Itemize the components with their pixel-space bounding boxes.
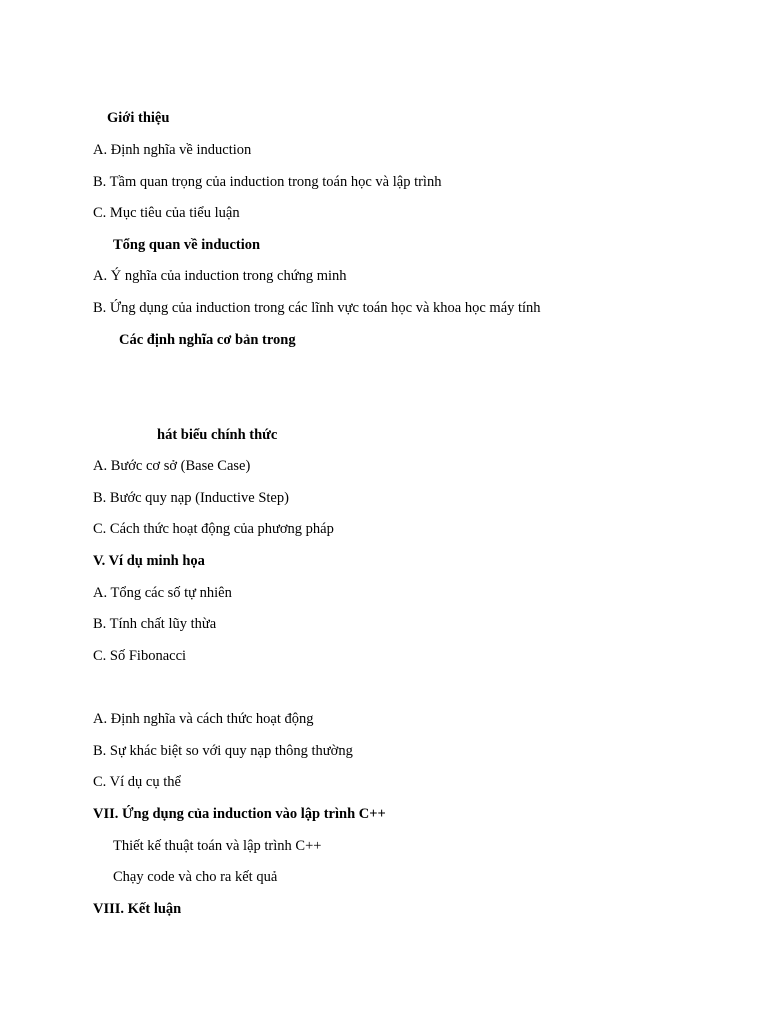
outline-item: Thiết kế thuật toán và lập trình C++ bbox=[113, 838, 322, 854]
outline-item: B. Bước quy nạp (Inductive Step) bbox=[93, 490, 289, 506]
outline-item: C. Mục tiêu của tiểu luận bbox=[93, 205, 240, 221]
heading-vi-du: V. Ví dụ minh họa bbox=[93, 553, 205, 569]
outline-item: A. Bước cơ sở (Base Case) bbox=[93, 458, 251, 474]
outline-item: B. Sự khác biệt so với quy nạp thông thường bbox=[93, 743, 353, 759]
outline-item: C. Số Fibonacci bbox=[93, 648, 187, 664]
outline-item: A. Tổng các số tự nhiên bbox=[93, 585, 232, 601]
outline-item: Chạy code và cho ra kết quả bbox=[113, 869, 278, 885]
heading-phat-bieu: hát biểu chính thức bbox=[157, 427, 278, 443]
heading-tong-quan: Tổng quan về induction bbox=[113, 237, 261, 253]
outline-item: A. Định nghĩa và cách thức hoạt động bbox=[93, 711, 314, 727]
outline-item: B. Tính chất lũy thừa bbox=[93, 616, 217, 632]
outline-item: C. Ví dụ cụ thể bbox=[93, 774, 181, 790]
heading-gioi-thieu: Giới thiệu bbox=[107, 110, 170, 126]
outline-item: C. Cách thức hoạt động của phương pháp bbox=[93, 521, 334, 537]
outline-item: B. Ứng dụng của induction trong các lĩnh vực toán học và khoa học máy tính bbox=[93, 300, 541, 316]
outline-item: A. Ý nghĩa của induction trong chứng minh bbox=[93, 268, 347, 284]
heading-ket-luan: VIII. Kết luận bbox=[93, 901, 182, 917]
outline-item: A. Định nghĩa về induction bbox=[93, 142, 252, 158]
outline-item: B. Tầm quan trọng của induction trong toán học và lập trình bbox=[93, 174, 442, 190]
heading-cac-dinh-nghia: Các định nghĩa cơ bản trong bbox=[119, 332, 296, 348]
heading-ung-dung-cpp: VII. Ứng dụng của induction vào lập trình C++ bbox=[93, 806, 386, 822]
